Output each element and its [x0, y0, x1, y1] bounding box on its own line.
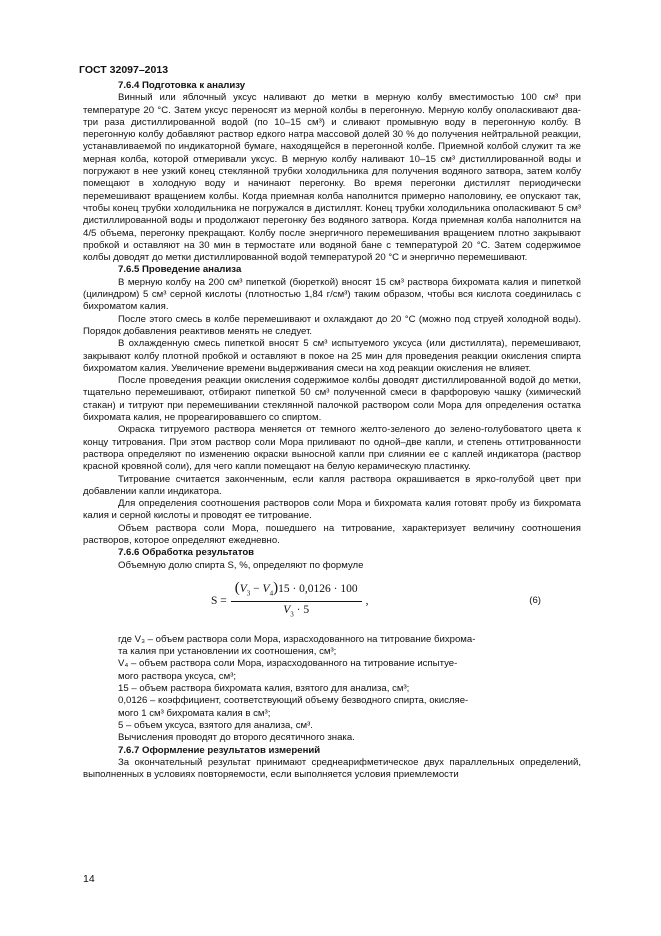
paragraph: Объем раствора соли Мора, пошедшего на титрование, характеризует величину соотношения растворов, которое определяют ежедневно. — [83, 522, 581, 546]
formula-intro: Объемную долю спирта S, %, определяют по формуле — [118, 559, 364, 571]
formula-denominator: $V_3 \cdot 5$ — [283, 604, 310, 619]
paragraph: После этого смесь в колбе перемешивают и охлаждают до 20 °С (можно под струей холодной воды). Порядок добавления реактивов менять не следует. — [83, 313, 581, 337]
paragraph: За окончательный результат принимают среднеарифметическое двух параллельных определений, выполненных в условиях повторяемости, если выполняется условия приемлемости — [83, 756, 581, 781]
definition-line: мого раствора уксуса, см³; — [118, 670, 237, 682]
paragraph: Окраска титруемого раствора меняется от темного желто-зеленого до зелено-голубоватого цвета к концу титрования. При этом раствор соли Мора приливают по одной–две капли, и степень оттитрованности раствора определяют по изменению окраски выносной капли при слиянии ее с каплей индикатора (раствор красной кровяной соли), для чего капли помещают на белую керамическую пластинку. — [83, 424, 581, 473]
equation-number: (6) — [529, 594, 541, 606]
formula-lhs: S = — [211, 595, 227, 608]
paragraph: В охлажденную смесь пипеткой вносят 5 см³ испытуемого уксуса (или дистиллята), перемешивают, закрывают колбу плотной пробкой и оставляют в покое на 25 мин для проведения реакции окисления спирта бихроматом калия. Увеличение времени выдерживания смеси на ход реакции окисления не влияет. — [83, 338, 581, 374]
formula-comma: , — [365, 595, 369, 608]
definition-line: 15 – объем раствора бихромата калия, взятого для анализа, см³; — [118, 683, 410, 695]
document-header: ГОСТ 32097–2013 — [79, 64, 169, 76]
paragraph: Для определения соотношения растворов соли Мора и бихромата калия готовят пробу из бихромата калия и серной кислоты и проводят ее титрование. — [83, 498, 581, 522]
paragraph: Титрование считается законченным, если капля раствора окрашивается в ярко-голубой цвет при добавлении капли индикатора. — [83, 473, 581, 497]
definition-line: V₄ – объем раствора соли Мора, израсходованного на титрование испытуе- — [118, 658, 458, 670]
formula-fraction — [231, 579, 362, 621]
definition-line: Вычисления проводят до второго десятичного знака. — [118, 732, 355, 744]
definition-line: где V₃ – объем раствора соли Мора, израсходованного на титрование бихрома- — [118, 633, 476, 645]
definition-line: 0,0126 – коэффициент, соответствующий объему безводного спирта, окисляе- — [118, 695, 469, 707]
page-content — [83, 80, 581, 781]
paragraph: Винный или яблочный уксус наливают до метки в мерную колбу вместимостью 100 см³ при температуре 20 °С. Затем уксус переносят из мерной колбы в перегонную. Мерную колбу ополаскивают два-три раза дистиллированной водой (по 10–15 см³) и сливают промывную воду в перегонную колбу. В перегонную колбу добавляют раствор едкого натра массовой долей 30 % до получения нейтральной реакции, устанавливаемой по индикаторной бумаге, находящейся в перегонной колбе. Приемной колбой служит та же мерная колба, которой отмеривали уксус. В мерную колбу наливают 10–15 см³ дистиллированной воды и погружают в нее узкий конец стеклянной трубки холодильника для получения водяного затвора, затем колбу помещают в холодную воду и начинают перегонку. Во время перегонки дистиллят периодически перемешивают вращением колбы. Когда приемная колба наполнится примерно наполовину, ее опускают так, чтобы конец трубки холодильника не погружался в дистиллят. Конец трубки холодильника ополаскивают 5 см³ дистиллированной воды и продолжают перегонку без водяного затвора. Когда приемная колба наполнится на 4/5 объема, перегонку прекращают. Колбу после энергичного перемешивания вращением плотно закрывают пробкой и оставляют на 30 мин в термостате или водяной бане с температурой 20 °С. Затем содержимое колбы доводят до метки дистиллированной водой температурой 20 °С и энергично перемешивают. — [83, 92, 581, 264]
page-number: 14 — [83, 873, 95, 885]
section-heading-7-6-5: 7.6.5 Проведение анализа — [118, 264, 242, 276]
section-heading-7-6-6: 7.6.6 Обработка результатов — [118, 547, 255, 559]
formula-definitions — [83, 634, 581, 745]
definition-line: та калия при установлении их соотношения, см³; — [118, 646, 337, 658]
formula-numerator: $(V_3 - V_4)15 \cdot 0,0126 \cdot 100$ — [231, 582, 362, 603]
definition-line: мого 1 см³ бихромата калия в см³; — [118, 707, 271, 719]
formula-6 — [211, 579, 369, 621]
definition-line: 5 – объем уксуса, взятого для анализа, см³. — [118, 719, 313, 731]
paragraph: В мерную колбу на 200 см³ пипеткой (бюреткой) вносят 15 см³ раствора бихромата калия и пипеткой (цилиндром) 5 см³ серной кислоты (плотностью 1,84 г/см³) таким образом, чтобы вся кислота соединилась с бихроматом калия. — [83, 276, 581, 313]
section-heading-7-6-4: 7.6.4 Подготовка к анализу — [118, 80, 246, 91]
paragraph: После проведения реакции окисления содержимое колбы доводят дистиллированной водой до метки, тщательно перемешивают, отбирают пипеткой 50 см³ полученной смеси в фарфоровую чашку (химический стакан) и титруют при перемешивании стеклянной палочкой раствором соли Мора для определения остатка бихромата калия, не прореагировавшего со спиртом. — [83, 375, 581, 424]
section-heading-7-6-7: 7.6.7 Оформление результатов измерений — [118, 744, 321, 756]
formula-block — [83, 578, 581, 630]
